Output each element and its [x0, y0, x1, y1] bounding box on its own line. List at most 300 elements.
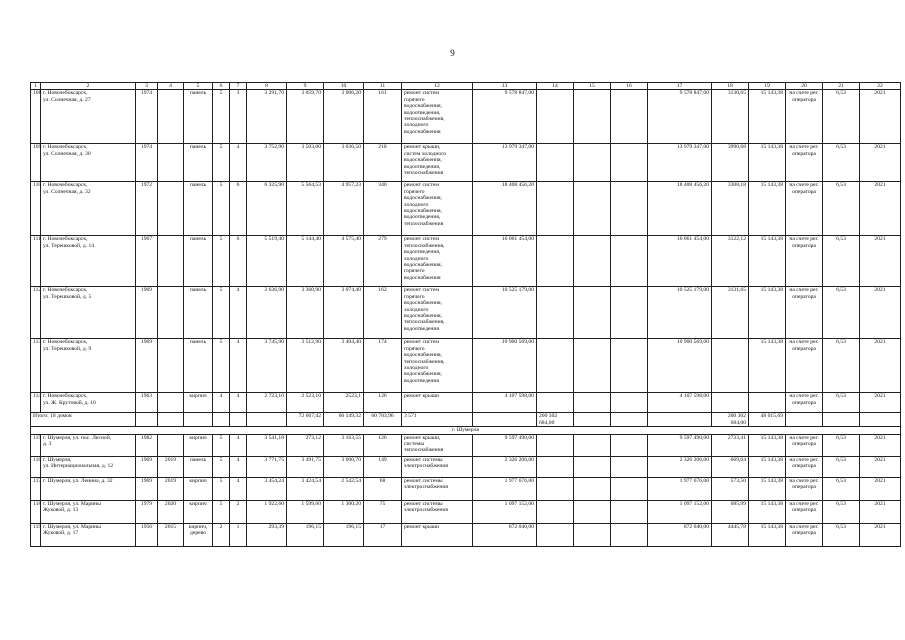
cell-col-9: 196,15: [287, 523, 324, 546]
total-cell: [158, 413, 184, 427]
cell-col-6: 5: [213, 144, 230, 182]
table-row: [31, 434, 901, 456]
cell-col-8: 3 752,90: [247, 144, 287, 182]
cell-col-17: 2 326 206,00: [648, 456, 712, 477]
cell-col-18: 3308,18: [712, 182, 749, 236]
cell-col-14: [537, 434, 574, 456]
cell-col-12: ремонт систем теплоснабжения, водоотведения, холодного водоснабжения, горячего водоснабжения: [402, 236, 473, 287]
cell-col-15: [574, 339, 611, 393]
cell-col-11: 174: [364, 339, 402, 393]
cell-col-22: 2021: [860, 144, 901, 182]
cell-col-16: [611, 434, 648, 456]
cell-col-6: 5: [213, 339, 230, 393]
total-cell: 200 302 684,00: [712, 413, 749, 427]
cell-col-18: 2733,41: [712, 434, 749, 456]
cell-col-21: 6,53: [823, 90, 860, 144]
cell-col-15: [574, 182, 611, 236]
cell-col-16: [611, 500, 648, 523]
column-number: 22: [860, 83, 901, 90]
cell-col-13: 9 578 847,00: [473, 90, 537, 144]
cell-col-22: 2021: [860, 339, 901, 393]
cell-col-1: 112: [31, 287, 41, 339]
cell-col-5: панель: [184, 182, 213, 236]
cell-col-2: г. Новочебоксарск, ул. Ж. Крутовой, д. 10: [41, 393, 136, 413]
cell-col-3: 1979: [136, 500, 158, 523]
cell-col-20: на счете рег. оператора: [786, 287, 823, 339]
cell-col-20: на счете рег. оператора: [786, 523, 823, 546]
cell-col-11: 75: [364, 500, 402, 523]
cell-col-17: 1 097 152,00: [648, 500, 712, 523]
cell-col-2: г. Новочебоксарск, ул. Солнечная, д. 27: [41, 90, 136, 144]
cell-col-17: 1 977 676,00: [648, 477, 712, 500]
section-row: [31, 427, 901, 434]
cell-col-3: 1969: [136, 456, 158, 477]
cell-col-9: 3 512,90: [287, 339, 324, 393]
column-number: 9: [287, 83, 324, 90]
cell-col-5: панель: [184, 90, 213, 144]
cell-col-22: 2021: [860, 477, 901, 500]
cell-col-15: [574, 500, 611, 523]
cell-col-1: 117: [31, 477, 41, 500]
cell-col-21: 6,53: [823, 144, 860, 182]
column-number: 10: [324, 83, 364, 90]
cell-col-4: [158, 182, 184, 236]
cell-col-7: 4: [230, 456, 247, 477]
cell-col-20: на счете рег. оператора: [786, 500, 823, 523]
cell-col-15: [574, 90, 611, 144]
cell-col-9: 2 523,10: [287, 393, 324, 413]
cell-col-6: 5: [213, 477, 230, 500]
total-cell: 3 571: [402, 413, 473, 427]
register-table: [30, 82, 901, 547]
cell-col-3: 1982: [136, 434, 158, 456]
column-number: 11: [364, 83, 402, 90]
cell-col-2: г. Шумерля, ул. Интернациональная, д. 12: [41, 456, 136, 477]
cell-col-17: 10 900 569,00: [648, 339, 712, 393]
cell-col-16: [611, 236, 648, 287]
cell-col-20: на счете рег. оператора: [786, 236, 823, 287]
cell-col-21: 6,53: [823, 456, 860, 477]
cell-col-4: [158, 144, 184, 182]
column-number: 16: [611, 83, 648, 90]
cell-col-16: [611, 90, 648, 144]
cell-col-10: 3 404,40: [324, 339, 364, 393]
cell-col-3: 1963: [136, 393, 158, 413]
cell-col-18: [712, 339, 749, 393]
cell-col-1: 116: [31, 456, 41, 477]
cell-col-12: ремонт систем горячего водоснабжения, теплоснабжения, холодного водоснабжения, водоотведения: [402, 339, 473, 393]
cell-col-6: 5: [213, 236, 230, 287]
cell-col-13: 1 097 152,00: [473, 500, 537, 523]
cell-col-18: 573,50: [712, 477, 749, 500]
cell-col-1: 109: [31, 144, 41, 182]
cell-col-20: на счете рег. оператора: [786, 393, 823, 413]
cell-col-10: 1 300,20: [324, 500, 364, 523]
cell-col-14: [537, 339, 574, 393]
cell-col-17: 16 061 454,00: [648, 236, 712, 287]
cell-col-7: 4: [230, 144, 247, 182]
cell-col-13: 4 107 598,00: [473, 393, 537, 413]
cell-col-18: 4445,78: [712, 523, 749, 546]
cell-col-14: [537, 500, 574, 523]
cell-col-20: на счете рег. оператора: [786, 144, 823, 182]
cell-col-11: 149: [364, 456, 402, 477]
cell-col-8: 1 922,60: [247, 500, 287, 523]
cell-col-5: кирпич: [184, 393, 213, 413]
cell-col-7: 4: [230, 434, 247, 456]
cell-col-11: 340: [364, 182, 402, 236]
cell-col-15: [574, 434, 611, 456]
cell-col-16: [611, 144, 648, 182]
cell-col-10: 3 074,40: [324, 287, 364, 339]
cell-col-22: 2021: [860, 236, 901, 287]
cell-col-18: 3131,65: [712, 287, 749, 339]
cell-col-18: 685,99: [712, 500, 749, 523]
cell-col-5: кирпич: [184, 434, 213, 456]
cell-col-13: 9 597 490,00: [473, 434, 537, 456]
cell-col-4: 2019: [158, 456, 184, 477]
cell-col-18: 669,64: [712, 456, 749, 477]
cell-col-6: 2: [213, 523, 230, 546]
cell-col-7: 2: [230, 500, 247, 523]
cell-col-21: 6,53: [823, 393, 860, 413]
cell-col-22: 2021: [860, 456, 901, 477]
column-number: 17: [648, 83, 712, 90]
cell-col-22: 2021: [860, 500, 901, 523]
cell-col-20: на счете рег. оператора: [786, 339, 823, 393]
cell-col-3: 1967: [136, 236, 158, 287]
cell-col-17: 18 408 456,20: [648, 182, 712, 236]
cell-col-14: [537, 182, 574, 236]
cell-col-2: г. Новочебоксарск, ул. Солнечная, д. 32: [41, 182, 136, 236]
cell-col-12: ремонт систем горячего водоснабжения, холодного водоснабжения, теплоснабжения, водоотведения: [402, 287, 473, 339]
cell-col-10: 3 036,50: [324, 144, 364, 182]
cell-col-19: 15 143,38: [749, 434, 786, 456]
cell-col-7: 4: [230, 393, 247, 413]
total-cell: [574, 413, 611, 427]
cell-col-19: 15 143,38: [749, 287, 786, 339]
cell-col-16: [611, 523, 648, 546]
column-number: 1: [31, 83, 41, 90]
cell-col-4: [158, 393, 184, 413]
cell-col-5: кирпич: [184, 477, 213, 500]
cell-col-18: 3990,68: [712, 144, 749, 182]
cell-col-7: 4: [230, 287, 247, 339]
cell-col-20: на счете рег. оператора: [786, 456, 823, 477]
cell-col-3: 1969: [136, 287, 158, 339]
cell-col-19: 15 143,38: [749, 236, 786, 287]
cell-col-13: 10 525 179,00: [473, 287, 537, 339]
cell-col-18: 3130,65: [712, 90, 749, 144]
cell-col-3: 1974: [136, 90, 158, 144]
cell-col-2: г. Шумерля, ул. пос. Лесной, д. 3: [41, 434, 136, 456]
cell-col-10: 3 006,20: [324, 90, 364, 144]
cell-col-9: 273,12: [287, 434, 324, 456]
cell-col-2: г. Шумерля, ул. Марины Жуковой, д. 17: [41, 523, 136, 546]
cell-col-22: 2021: [860, 182, 901, 236]
table-row: [31, 500, 901, 523]
total-row: [31, 413, 901, 427]
cell-col-10: 3 000,70: [324, 456, 364, 477]
cell-col-7: 6: [230, 182, 247, 236]
cell-col-10: 4 957,23: [324, 182, 364, 236]
cell-col-6: 5: [213, 90, 230, 144]
cell-col-8: 5 519,40: [247, 236, 287, 287]
cell-col-15: [574, 523, 611, 546]
cell-col-9: 3 059,70: [287, 90, 324, 144]
cell-col-6: 5: [213, 287, 230, 339]
cell-col-4: [158, 287, 184, 339]
table-row: [31, 144, 901, 182]
cell-col-17: 10 525 179,00: [648, 287, 712, 339]
cell-col-14: [537, 236, 574, 287]
cell-col-5: панель: [184, 287, 213, 339]
cell-col-15: [574, 477, 611, 500]
cell-col-6: 5: [213, 456, 230, 477]
cell-col-11: 126: [364, 434, 402, 456]
total-cell: 66 149,32: [324, 413, 364, 427]
table-row: [31, 477, 901, 500]
cell-col-21: 6,53: [823, 236, 860, 287]
total-cell: [184, 413, 213, 427]
table-row: [31, 287, 901, 339]
cell-col-13: 10 900 569,00: [473, 339, 537, 393]
cell-col-20: на счете рег. оператора: [786, 90, 823, 144]
cell-col-9: 3 360,90: [287, 287, 324, 339]
column-number: 4: [158, 83, 184, 90]
cell-col-19: 15 143,38: [749, 477, 786, 500]
page-number: 9: [450, 48, 455, 58]
cell-col-5: панель: [184, 456, 213, 477]
total-cell: 72 667,42: [287, 413, 324, 427]
cell-col-13: 1 977 676,00: [473, 477, 537, 500]
cell-col-16: [611, 182, 648, 236]
column-number: 6: [213, 83, 230, 90]
cell-col-4: 2020: [158, 500, 184, 523]
cell-col-16: [611, 287, 648, 339]
cell-col-13: 872 040,00: [473, 523, 537, 546]
cell-col-21: 6,53: [823, 434, 860, 456]
cell-col-12: ремонт системы электроснабжения: [402, 477, 473, 500]
cell-col-16: [611, 456, 648, 477]
cell-col-17: 872 040,00: [648, 523, 712, 546]
cell-col-2: г. Новочебоксарск, ул. Терешковой, д. 5: [41, 287, 136, 339]
cell-col-13: 2 326 206,00: [473, 456, 537, 477]
cell-col-20: на счете рег. оператора: [786, 182, 823, 236]
cell-col-17: 13 979 347,00: [648, 144, 712, 182]
cell-col-19: [749, 393, 786, 413]
column-number-row: [31, 83, 901, 90]
cell-col-9: 3 424,54: [287, 477, 324, 500]
cell-col-22: 2021: [860, 523, 901, 546]
cell-col-3: 1956: [136, 523, 158, 546]
cell-col-9: 5 144,40: [287, 236, 324, 287]
cell-col-20: на счете рег. оператора: [786, 477, 823, 500]
cell-col-13: 18 408 456,20: [473, 182, 537, 236]
total-cell: 48 015,69: [749, 413, 786, 427]
column-number: 3: [136, 83, 158, 90]
cell-col-3: 1972: [136, 182, 158, 236]
cell-col-11: 68: [364, 477, 402, 500]
column-number: 2: [41, 83, 136, 90]
column-number: 5: [184, 83, 213, 90]
total-cell: [786, 413, 823, 427]
cell-col-15: [574, 144, 611, 182]
cell-col-8: 2 723,10: [247, 393, 287, 413]
cell-col-4: 2019: [158, 477, 184, 500]
cell-col-15: [574, 236, 611, 287]
cell-col-22: 2021: [860, 90, 901, 144]
total-cell: 60 783,96: [364, 413, 402, 427]
cell-col-19: 15 143,38: [749, 339, 786, 393]
total-cell: [473, 413, 537, 427]
table-row: [31, 523, 901, 546]
cell-col-21: 6,53: [823, 287, 860, 339]
cell-col-8: 3 636,90: [247, 287, 287, 339]
cell-col-9: 3 491,75: [287, 456, 324, 477]
column-number: 21: [823, 83, 860, 90]
cell-col-11: 218: [364, 144, 402, 182]
cell-col-14: [537, 287, 574, 339]
cell-col-10: 2 542,54: [324, 477, 364, 500]
cell-col-7: 6: [230, 236, 247, 287]
cell-col-14: [537, 144, 574, 182]
cell-col-10: 2523,1: [324, 393, 364, 413]
cell-col-19: 15 143,38: [749, 500, 786, 523]
cell-col-4: [158, 339, 184, 393]
column-number: 8: [247, 83, 287, 90]
cell-col-8: 3 771,75: [247, 456, 287, 477]
cell-col-12: ремонт систем горячего водоснабжения, водоотведения, теплоснабжения, холодного водоснабжения: [402, 90, 473, 144]
cell-col-4: [158, 236, 184, 287]
cell-col-5: кирпич, дерево: [184, 523, 213, 546]
table-body: [31, 83, 901, 547]
cell-col-7: 4: [230, 339, 247, 393]
cell-col-1: 113: [31, 339, 41, 393]
cell-col-5: кирпич: [184, 500, 213, 523]
total-cell: 200 302 684,00: [537, 413, 574, 427]
cell-col-13: 13 979 347,00: [473, 144, 537, 182]
cell-col-9: 3 503,00: [287, 144, 324, 182]
cell-col-12: ремонт крыши, систем холодного водоснабжения, водоотведения, теплоснабжения: [402, 144, 473, 182]
cell-col-12: ремонт крыши: [402, 393, 473, 413]
cell-col-18: 3122,12: [712, 236, 749, 287]
cell-col-22: 2021: [860, 393, 901, 413]
table-row: [31, 236, 901, 287]
cell-col-2: г. Шумерля, ул. Марины Жуковой, д. 13: [41, 500, 136, 523]
cell-col-7: 3: [230, 90, 247, 144]
column-number: 20: [786, 83, 823, 90]
cell-col-4: 2015: [158, 523, 184, 546]
cell-col-6: 4: [213, 393, 230, 413]
cell-col-6: 5: [213, 500, 230, 523]
cell-col-14: [537, 456, 574, 477]
cell-col-21: 6,53: [823, 500, 860, 523]
cell-col-21: 6,53: [823, 339, 860, 393]
cell-col-14: [537, 477, 574, 500]
cell-col-1: 118: [31, 500, 41, 523]
cell-col-12: ремонт систем горячего водоснабжения, холодного водоснабжения, водоотведения, теплоснабжения: [402, 182, 473, 236]
total-cell: [230, 413, 247, 427]
cell-col-14: [537, 90, 574, 144]
cell-col-15: [574, 456, 611, 477]
cell-col-15: [574, 287, 611, 339]
cell-col-8: 6 325,90: [247, 182, 287, 236]
cell-col-18: [712, 393, 749, 413]
cell-col-5: панель: [184, 236, 213, 287]
cell-col-14: [537, 523, 574, 546]
cell-col-8: 3 291,70: [247, 90, 287, 144]
table-row: [31, 456, 901, 477]
cell-col-1: 111: [31, 236, 41, 287]
cell-col-10: 196,15: [324, 523, 364, 546]
cell-col-17: 9 578 847,00: [648, 90, 712, 144]
cell-col-10: 3 163,55: [324, 434, 364, 456]
cell-col-17: 4 107 598,00: [648, 393, 712, 413]
cell-col-7: 1: [230, 523, 247, 546]
cell-col-15: [574, 393, 611, 413]
cell-col-19: 15 143,38: [749, 523, 786, 546]
cell-col-19: 15 143,38: [749, 182, 786, 236]
cell-col-7: 4: [230, 477, 247, 500]
total-cell: [247, 413, 287, 427]
cell-col-2: г. Новочебоксарск, ул. Терешковой, д. 14: [41, 236, 136, 287]
cell-col-19: 15 143,38: [749, 144, 786, 182]
cell-col-11: 279: [364, 236, 402, 287]
cell-col-9: 5 564,53: [287, 182, 324, 236]
cell-col-6: 5: [213, 182, 230, 236]
cell-col-3: 1974: [136, 144, 158, 182]
table-row: [31, 393, 901, 413]
cell-col-2: г. Новочебоксарск, ул. Солнечная, д. 30: [41, 144, 136, 182]
cell-col-4: [158, 434, 184, 456]
total-cell: [136, 413, 158, 427]
total-cell: [648, 413, 712, 427]
cell-col-2: г. Новочебоксарск, ул. Терешковой, д. 9: [41, 339, 136, 393]
cell-col-5: панель: [184, 339, 213, 393]
total-cell: [823, 413, 860, 427]
cell-col-12: ремонт системы электроснабжения: [402, 456, 473, 477]
cell-col-9: 1 599,60: [287, 500, 324, 523]
table-row: [31, 182, 901, 236]
cell-col-1: 119: [31, 523, 41, 546]
cell-col-11: 17: [364, 523, 402, 546]
cell-col-1: 110: [31, 182, 41, 236]
cell-col-5: панель: [184, 144, 213, 182]
cell-col-19: 15 143,38: [749, 90, 786, 144]
cell-col-21: 6,53: [823, 477, 860, 500]
total-label: Итого: 18 домов: [31, 413, 136, 427]
column-number: 13: [473, 83, 537, 90]
cell-col-2: г. Шумерля, ул. Ленина, д. 32: [41, 477, 136, 500]
cell-col-16: [611, 477, 648, 500]
cell-col-1: 114: [31, 393, 41, 413]
column-number: 15: [574, 83, 611, 90]
cell-col-16: [611, 393, 648, 413]
cell-col-10: 4 575,40: [324, 236, 364, 287]
cell-col-8: 3 745,90: [247, 339, 287, 393]
total-cell: [860, 413, 901, 427]
cell-col-16: [611, 339, 648, 393]
cell-col-4: [158, 90, 184, 144]
cell-col-8: 3 454,24: [247, 477, 287, 500]
cell-col-3: 1969: [136, 339, 158, 393]
section-title: г. Шумерля: [31, 427, 901, 434]
cell-col-22: 2021: [860, 287, 901, 339]
cell-col-14: [537, 393, 574, 413]
cell-col-12: ремонт крыши, системы теплоснабжения: [402, 434, 473, 456]
total-cell: [213, 413, 230, 427]
